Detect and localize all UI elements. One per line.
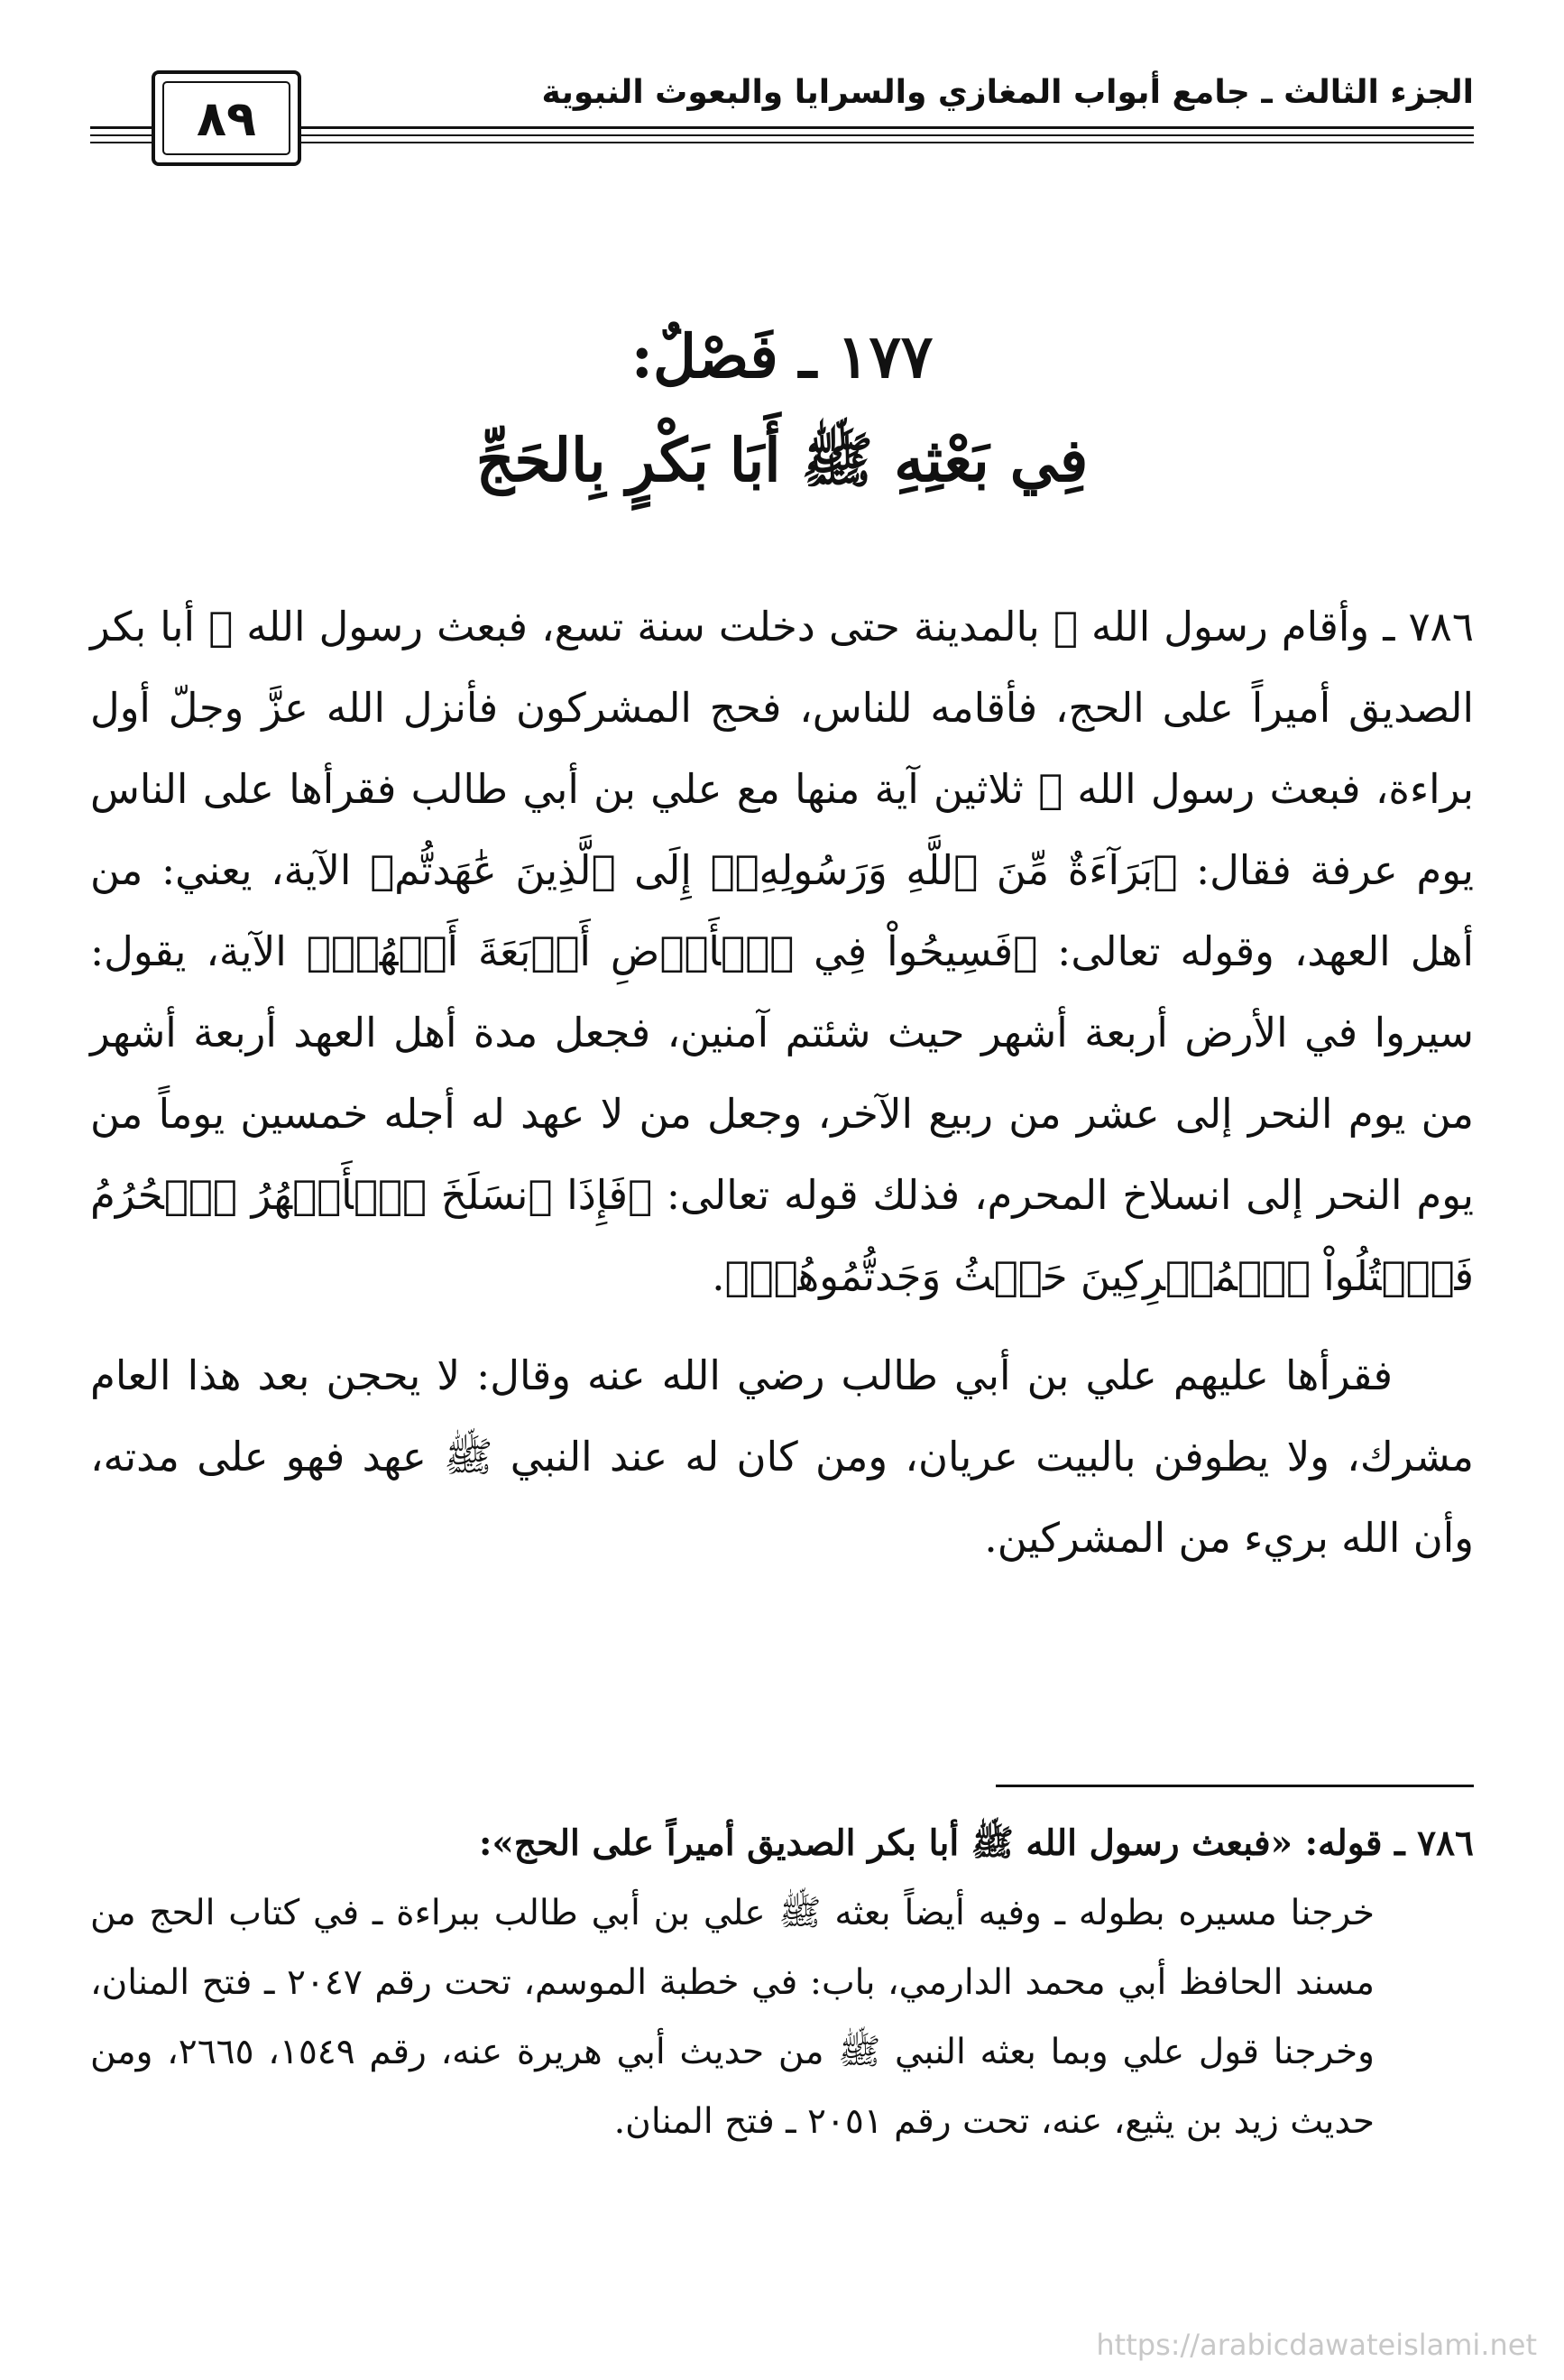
section-title: ١٧٧ ـ فَصْلٌ:: [630, 321, 934, 392]
paragraph: ٧٨٦ ـ وأقام رسول الله ﷺ بالمدينة حتى دخلت سنة تسع، فبعث رسول الله ﷺ أبا بكر الصديق أميراً على الحج، فأقامه للناس، فحج المشركون فأنزل الله عزَّ وجلّ أول براءة، فبعث رسول الله ﷺ ثلاثين آية منها مع علي بن أبي طالب فقرأها على الناس يوم عرفة فقال: ﴿بَرَآءَةٌ مِّنَ ٱللَّهِ وَرَسُولِهِۦٓ إِلَى ٱلَّذِينَ عَٰهَدتُّم﴾ الآية، يعني: من أهل العهد، وقوله تعالى: ﴿فَسِيحُواْ فِي ٱلۡأَرۡضِ أَرۡبَعَةَ أَشۡهُرٖ﴾ الآية، يقول: سيروا في الأرض أربعة أشهر حيث شئتم آمنين، فجعل مدة أهل العهد أربعة أشهر من يوم النحر إلى عشر من ربيع الآخر، وجعل من لا عهد له أجله خمسين يوماً من يوم النحر إلى انسلاخ المحرم، فذلك قوله تعالى: ﴿فَإِذَا ٱنسَلَخَ ٱلۡأَشۡهُرُ ٱلۡحُرُمُ فَٱقۡتُلُواْ ٱلۡمُشۡرِكِينَ حَيۡثُ وَجَدتُّمُوهُمۡ﴾.: [90, 603, 1475, 1300]
footnote: [90, 1809, 1474, 2156]
main-text: [90, 586, 1474, 1579]
page-number-frame: [152, 70, 301, 166]
footnote-body: خرجنا مسيره بطوله ـ وفيه أيضاً بعثه ﷺ علي بن أبي طالب ببراءة ـ في كتاب الحج من مسند الحافظ أبي محمد الدارمي، باب: في خطبة الموسم، تحت رقم ٢٠٤٧ ـ فتح المنان، وخرجنا قول علي وبما بعثه النبي ﷺ من حديث أبي هريرة عنه، رقم ١٥٤٩، ٢٦٦٥، ومن حديث زيد بن يثيع، عنه، تحت رقم ٢٠٥١ ـ فتح المنان.: [90, 1893, 1375, 2142]
section-subtitle: فِي بَعْثِهِ ﷺ أَبَا بَكْرٍ بِالحَجِّ: [475, 425, 1089, 495]
page-number: ٨٩: [197, 89, 256, 147]
running-title: الجزء الثالث ـ جامع أبواب المغازي والسرايا والبعوث النبوية: [541, 74, 1474, 111]
footnote-separator: [996, 1785, 1474, 1787]
paragraph: فقرأها عليهم علي بن أبي طالب رضي الله عنه وقال: لا يحجن بعد هذا العام مشرك، ولا يطوفن بالبيت عريان، ومن كان له عند النبي ﷺ عهد فهو على مدته، وأن الله بريء من المشركين.: [90, 1351, 1474, 1562]
watermark-url: https://arabicdawateislami.net: [1096, 2328, 1537, 2362]
footnote-heading: ٧٨٦ ـ قوله: «فبعث رسول الله ﷺ أبا بكر الصديق أميراً على الحج»:: [479, 1822, 1474, 1864]
